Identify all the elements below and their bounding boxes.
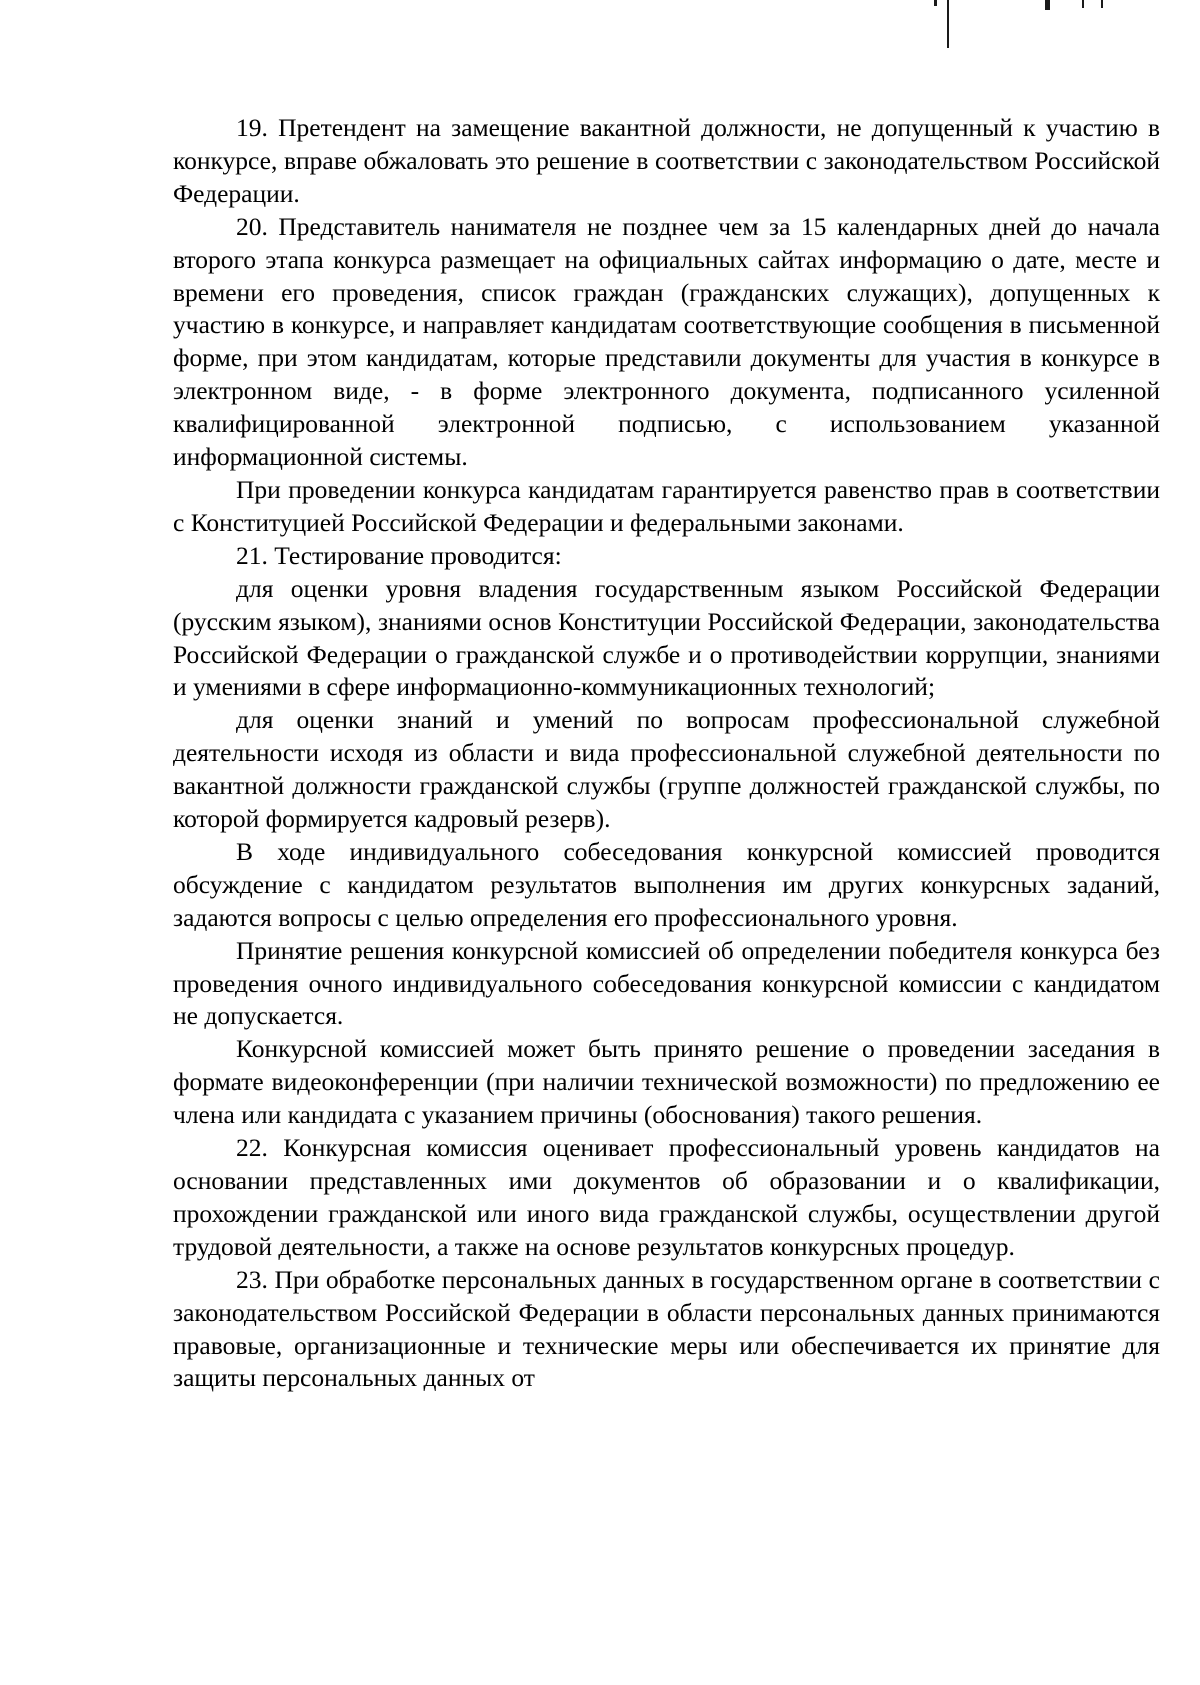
paragraph-20: 20. Представитель нанимателя не позднее чем за 15 календарных дней до начала второго этапа конкурса размещает на официальных сайтах информацию о дате, месте и времени его проведения, список граждан (гражданских служащих), допущенных к участию в конкурсе, и направляет кандидатам соответствующие сообщения в письменной форме, при этом кандидатам, которые представили документы для участия в конкурсе в электронном виде, - в форме электронного документа, подписанного усиленной квалифицированной электронной подписью, с использованием указанной информационной системы. [173,211,1160,472]
scan-artifact-line [947,0,949,48]
scan-artifact-dot [1082,0,1084,8]
paragraph-no-absentee-decision: Принятие решения конкурсной комиссией об определении победителя конкурса без проведения очного индивидуального собеседования конкурсной комиссии с кандидатом не допускается. [173,935,1160,1031]
paragraph-21-language-test: для оценки уровня владения государственным языком Российской Федерации (русским языком), знаниями основ Конституции Российской Федерации, законодательства Российской Федерации о гражданской службе и о противодействии коррупции, знаниями и умениями в сфере информационно-коммуникационных технологий; [173,573,1160,702]
document-body [173,112,1160,1395]
paragraph-23: 23. При обработке персональных данных в государственном органе в соответствии с законодательством Российской Федерации в области персональных данных принимаются правовые, организационные и технические меры или обеспечивается их принятие для защиты персональных данных от [173,1264,1160,1393]
paragraph-videoconference: Конкурсной комиссией может быть принято решение о проведении заседания в формате видеоконференции (при наличии технической возможности) по предложению ее члена или кандидата с указанием причины (обоснования) такого решения. [173,1034,1160,1130]
paragraph-19: 19. Претендент на замещение вакантной должности, не допущенный к участию в конкурсе, вправе обжаловать это решение в соответствии с законодательством Российской Федерации. [173,113,1160,208]
paragraph-22: 22. Конкурсная комиссия оценивает профессиональный уровень кандидатов на основании представленных ими документов об образовании и о квалификации, прохождении гражданской или иного вида гражданской службы, осуществлении другой трудовой деятельности, а также на основе результатов конкурсных процедур. [173,1133,1160,1261]
scan-artifact-dot [1045,0,1050,10]
paragraph-21-professional-test: для оценки знаний и умений по вопросам профессиональной служебной деятельности исходя из области и вида профессиональной служебной деятельности по вакантной должности гражданской службы (группе должностей гражданской службы, по которой формируется кадровый резерв). [173,705,1160,834]
paragraph-interview: В ходе индивидуального собеседования конкурсной комиссией проводится обсуждение с кандидатом результатов выполнения им других конкурсных заданий, задаются вопросы с целью определения его профессионального уровня. [173,836,1160,932]
paragraph-21: 21. Тестирование проводится: [236,540,562,570]
paragraph-equal-rights: При проведении конкурса кандидатам гарантируется равенство прав в соответствии с Конституцией Российской Федерации и федеральными законами. [173,474,1160,537]
scan-artifact-dot [934,0,937,6]
scan-artifact-dot [1101,0,1103,8]
